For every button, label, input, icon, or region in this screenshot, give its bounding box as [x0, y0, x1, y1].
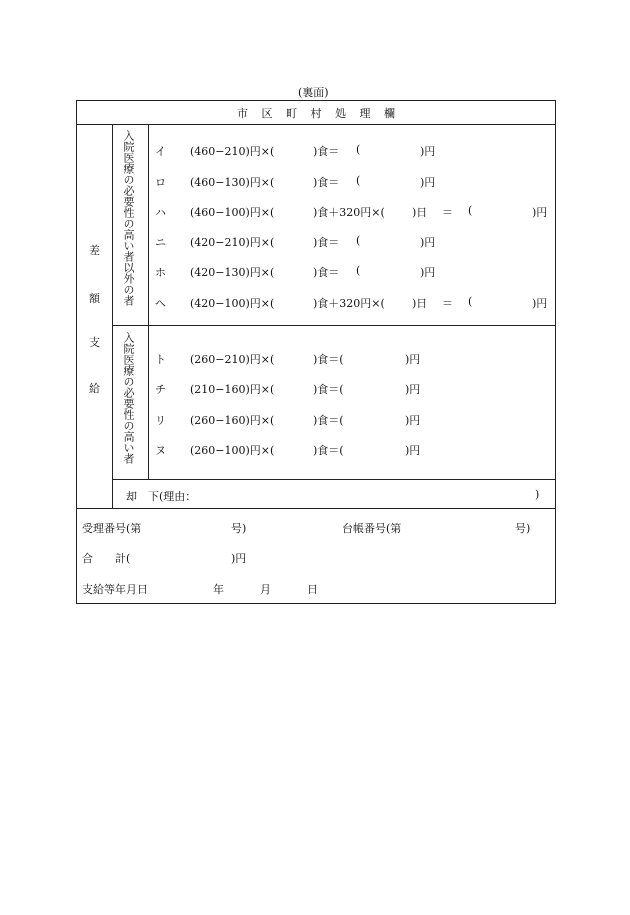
- row-formula: (260−160)円×(: [190, 414, 275, 427]
- row-kana: ヌ: [155, 444, 166, 457]
- group-char-4: 給: [89, 382, 100, 395]
- ledger-number-label: 台帳番号(第: [342, 522, 402, 535]
- form-title: 市 区 町 村 処 理 欄: [237, 107, 395, 120]
- frame-left: [76, 100, 77, 603]
- payment-date-month: 月: [260, 583, 271, 596]
- row-mid: )食＝(: [313, 414, 344, 427]
- rejection-close: ): [535, 488, 540, 501]
- page-heading: (裏面): [298, 86, 329, 99]
- total-label: 合 計(: [82, 552, 131, 565]
- frame-top: [76, 100, 556, 101]
- row-formula: (420−130)円×(: [190, 266, 275, 279]
- row-open: (: [356, 264, 361, 277]
- row-mid: )食＝: [313, 176, 340, 189]
- row-mid: )食＋320円×(: [313, 206, 385, 219]
- row-open: (: [356, 234, 361, 247]
- row-kana: チ: [155, 383, 166, 396]
- row-close: )円: [532, 297, 548, 310]
- row-mid: )食＝(: [313, 353, 344, 366]
- row-open: (: [356, 143, 361, 156]
- row-close: )円: [405, 383, 421, 396]
- rejection-divider: [112, 479, 556, 480]
- row-close: )円: [405, 353, 421, 366]
- row-mid: )食＝: [313, 145, 340, 158]
- group-b-label: 入院医療の必要性の高い者: [122, 332, 135, 464]
- row-close: )円: [405, 444, 421, 457]
- row-kana: ロ: [155, 176, 166, 189]
- row-formula: (210−160)円×(: [190, 383, 275, 396]
- row-formula: (460−130)円×(: [190, 176, 275, 189]
- payment-date-year: 年: [213, 583, 224, 596]
- row-formula: (460−210)円×(: [190, 145, 275, 158]
- row-formula: (460−100)円×(: [190, 206, 275, 219]
- group-char-1: 差: [89, 244, 100, 257]
- group-char-2: 額: [89, 292, 100, 305]
- group-char-3: 支: [89, 336, 100, 349]
- row-open: (: [468, 204, 473, 217]
- frame-right: [555, 100, 556, 603]
- row-eq: ＝: [442, 297, 453, 310]
- row-mid: )食＝(: [313, 383, 344, 396]
- row-close: )円: [420, 145, 436, 158]
- row-day: )日: [412, 297, 428, 310]
- rejection-label: 却 下(理由：: [126, 490, 197, 503]
- receipt-number-suffix: 号): [231, 522, 247, 535]
- row-kana: ニ: [155, 236, 166, 249]
- row-formula: (420−100)円×(: [190, 297, 275, 310]
- row-close: )円: [532, 206, 548, 219]
- frame-bottom: [76, 603, 556, 604]
- row-open: (: [468, 295, 473, 308]
- row-day: )日: [412, 206, 428, 219]
- receipt-number-label: 受理番号(第: [82, 522, 142, 535]
- row-kana: ホ: [155, 266, 166, 279]
- row-close: )円: [420, 176, 436, 189]
- row-mid: )食＝: [313, 236, 340, 249]
- row-mid: )食＝: [313, 266, 340, 279]
- row-open: (: [356, 174, 361, 187]
- row-formula: (260−100)円×(: [190, 444, 275, 457]
- row-formula: (420−210)円×(: [190, 236, 275, 249]
- group-a-b-divider: [112, 325, 556, 326]
- row-kana: リ: [155, 414, 166, 427]
- row-kana: ハ: [155, 206, 166, 219]
- total-suffix: )円: [231, 552, 247, 565]
- row-close: )円: [420, 266, 436, 279]
- row-close: )円: [405, 414, 421, 427]
- group-a-label: 入院医療の必要性の高い者以外の者: [122, 130, 135, 306]
- row-close: )円: [420, 236, 436, 249]
- row-formula: (260−210)円×(: [190, 353, 275, 366]
- row-kana: イ: [155, 145, 166, 158]
- ledger-number-suffix: 号): [515, 522, 531, 535]
- row-mid: )食＝(: [313, 444, 344, 457]
- group-column-line: [112, 124, 113, 509]
- section-divider: [76, 508, 556, 509]
- row-mid: )食＋320円×(: [313, 297, 385, 310]
- label-column-line: [148, 124, 149, 479]
- row-eq: ＝: [442, 206, 453, 219]
- payment-date-day: 日: [307, 583, 318, 596]
- row-kana: ヘ: [155, 297, 166, 310]
- row-kana: ト: [155, 353, 166, 366]
- payment-date-label: 支給等年月日: [82, 583, 148, 596]
